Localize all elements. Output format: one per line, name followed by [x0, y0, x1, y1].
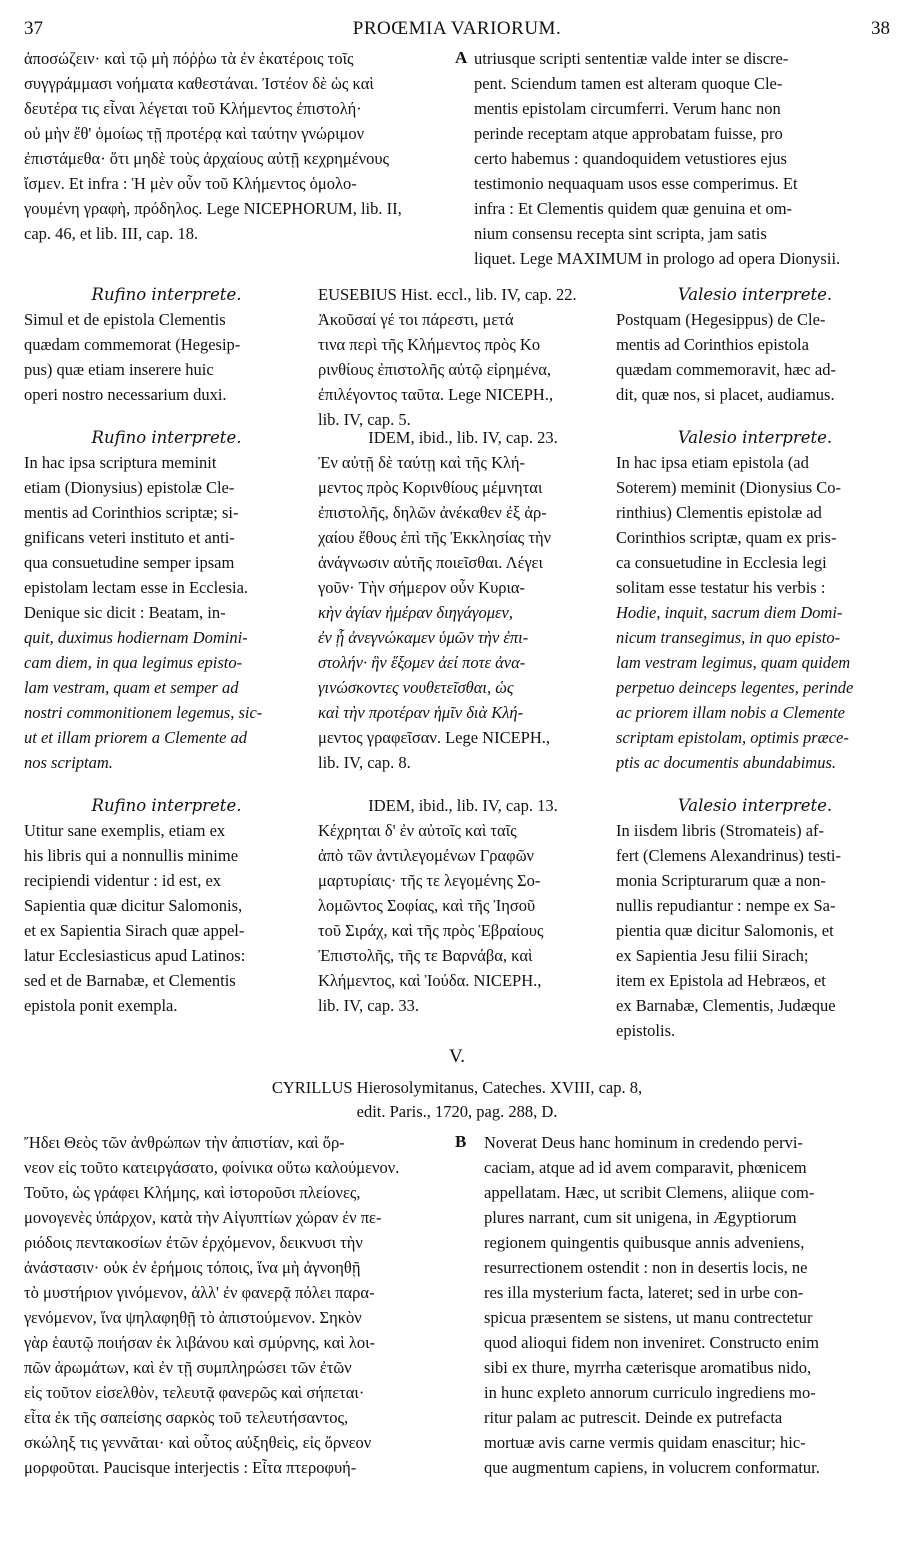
text-line: δευτέρα τις εἶναι λέγεται τοῦ Κλήμεντος ἐπιστολή· — [24, 99, 362, 118]
text-line: ut et illam priorem a Clemente ad — [24, 728, 248, 747]
text-line: pent. Sciendum tamen est alteram quoque Cle- — [474, 74, 783, 93]
valesius-column-1 — [616, 283, 894, 407]
text-line: ρινθίους ἐπιστολῆς αὐτῷ εἰρημένα, — [318, 360, 551, 379]
text-line: mentis ad Corinthios epistola — [616, 335, 809, 354]
column-heading: Rufino interprete. — [91, 285, 242, 304]
text-line: caciam, atque ad id avem comparavit, phœnicem — [484, 1158, 807, 1177]
text-line: Soterem) meminit (Dionysius Co- — [616, 478, 842, 497]
rufinus-column-1 — [24, 283, 309, 407]
text-line: καὶ τὴν προτέραν ἡμῖν διὰ Κλή- — [318, 703, 524, 722]
column-heading: Valesio interprete. — [677, 796, 833, 815]
text-line: nostri commonitionem legemus, sic- — [24, 703, 263, 722]
text-line: resurrectionem ostendit : non in desertis locis, ne — [484, 1258, 808, 1277]
top-greek-column — [24, 46, 452, 246]
text-line: τοῦ Σιράχ, καὶ τῆς πρὸς Ἑβραίους — [318, 921, 544, 940]
text-line: γὰρ ἑαυτῷ ποιήσαν ἐκ λιβάνου καὶ σμύρνης, καὶ λοι- — [24, 1333, 376, 1352]
text-line: μεντος γραφεῖσαν. Lege NICEPH., — [318, 728, 551, 747]
section-source-line-1: CYRILLUS Hierosolymitanus, Cateches. XVIII, cap. 8, — [271, 1078, 643, 1097]
text-line: lib. IV, cap. 5. — [318, 410, 411, 429]
text-line: μεντος πρὸς Κορινθίους μέμνηται — [318, 478, 543, 497]
text-line: γουμένη γραφὴ, πρόδηλος. Lege NICEPHORUM, lib. II, — [24, 199, 402, 218]
text-line: Corinthios scriptæ, quam ex pris- — [616, 528, 837, 547]
rufinus-column-3 — [24, 794, 309, 1018]
text-line: ἀνάγνωσιν αὐτῆς ποιεῖσθαι. Λέγει — [318, 553, 543, 572]
text-line: gnificans veteri instituto et anti- — [24, 528, 235, 547]
text-line: latur Ecclesiasticus apud Latinos: — [24, 946, 246, 965]
text-line: Postquam (Hegesippus) de Cle- — [616, 310, 826, 329]
text-line: στολήν· ἣν ἕξομεν ἀεί ποτε ἀνα- — [318, 653, 526, 672]
text-line: οὐ μὴν ἔθ' ὁμοίως τῇ προτέρᾳ καὶ ταύτην γνώριμον — [24, 124, 365, 143]
text-line: ἐπιλέγοντος ταῦτα. Lege NICEPH., — [318, 385, 554, 404]
text-line: pus) quæ etiam inserere huic — [24, 360, 214, 379]
text-line: ἀπὸ τῶν ἀντιλεγομένων Γραφῶν — [318, 846, 535, 865]
section-source-line-2: edit. Paris., 1720, pag. 288, D. — [356, 1102, 558, 1121]
column-heading: Rufino interprete. — [91, 428, 242, 447]
text-line: et ex Sapientia Sirach quæ appel- — [24, 921, 245, 940]
text-line: appellatam. Hæc, ut scribit Clemens, aliique com- — [484, 1183, 815, 1202]
text-line: sed et de Barnabæ, et Clementis — [24, 971, 236, 990]
text-line: In hac ipsa scriptura meminit — [24, 453, 217, 472]
text-line: λομῶντος Σοφίας, καὶ τῆς Ἰησοῦ — [318, 896, 536, 915]
text-line: plures narrant, cum sit unigena, in Ægyptiorum — [484, 1208, 797, 1227]
text-line: Sapientia quæ dicitur Salomonis, — [24, 896, 243, 915]
text-line: ca consuetudine in Ecclesia legi — [616, 553, 827, 572]
text-line: Simul et de epistola Clementis — [24, 310, 226, 329]
text-line: epistolis. — [616, 1021, 676, 1040]
text-line: solitam esse testatur his verbis : — [616, 578, 826, 597]
text-line: μαρτυρίαις· τῆς τε λεγομένης Σο- — [318, 871, 541, 890]
column-heading: IDEM, ibid., lib. IV, cap. 23. — [368, 428, 558, 447]
text-line: sibi ex thure, myrrha cæterisque aromatibus nido, — [484, 1358, 812, 1377]
text-line: ex Sapientia Jesu filii Sirach; — [616, 946, 809, 965]
margin-letter-b: B — [455, 1132, 467, 1151]
text-line: spicua præsentem se sistens, ut manu contrectetur — [484, 1308, 813, 1327]
text-line: τὸ μυστήριον γινόμενον, ἀλλ' ἐν φανερᾷ πόλει παρα- — [24, 1283, 375, 1302]
text-line: ἀποσώζειν· καὶ τῷ μὴ πόῤῥω τὰ ἐν ἑκατέροις τοῖς — [24, 49, 354, 68]
text-line: infra : Et Clementis quidem quæ genuina et om- — [474, 199, 793, 218]
text-line: μονογενὲς ὑπάρχον, κατὰ τὴν Αἰγυπτίων χώραν ἐν πε- — [24, 1208, 382, 1227]
text-line: lam vestram legimus, quam quidem — [616, 653, 851, 672]
text-line: mortuæ avis carne vermis quidam enascitur; hic- — [484, 1433, 806, 1452]
text-line: recipiendi videntur : id est, ex — [24, 871, 222, 890]
text-line: epistolam lectam esse in Ecclesia. — [24, 578, 249, 597]
text-line: ἐπιστάμεθα· ὅτι μηδὲ τοὺς ἀρχαίους αὐτῇ κεχρημένους — [24, 149, 390, 168]
text-line: quædam commemorat (Hegesip- — [24, 335, 241, 354]
text-line: Κέχρηται δ' ἐν αὐτοῖς καὶ ταῖς — [318, 821, 517, 840]
text-line: que augmentum capiens, in volucrem conformatur. — [484, 1458, 820, 1477]
bottom-latin-column — [484, 1130, 894, 1480]
text-line: νεον εἰς τοῦτο κατειργάσατο, φοίνικα οὕτω καλούμενον. — [24, 1158, 400, 1177]
text-line: scriptam epistolam, optimis præce- — [616, 728, 849, 747]
text-line: testimonio nequaquam usos esse comperimus. Et — [474, 174, 798, 193]
text-line: lib. IV, cap. 8. — [318, 753, 411, 772]
eusebius-column-3 — [318, 794, 608, 1018]
text-line: cap. 46, et lib. III, cap. 18. — [24, 224, 199, 243]
running-title: PROŒMIA VARIORUM. — [352, 18, 562, 39]
text-line: etiam (Dionysius) epistolæ Cle- — [24, 478, 235, 497]
text-line: Ἐπιστολῆς, τῆς τε Βαρνάβα, καὶ — [318, 946, 533, 965]
text-line: Ἀκοῦσαί γέ τοι πάρεστι, μετά — [318, 310, 514, 329]
text-line: fert (Clemens Alexandrinus) testi- — [616, 846, 841, 865]
text-line: res illa mysterium facta, lateret; sed in urbe con- — [484, 1283, 804, 1302]
text-line: γινώσκοντες νουθετεῖσθαι, ὡς — [318, 678, 514, 697]
text-line: εἶτα ἐκ τῆς σαπείσης σαρκὸς τοῦ τελευτήσαντος, — [24, 1408, 349, 1427]
text-line: ἴσμεν. Et infra : Ἡ μὲν οὖν τοῦ Κλήμεντος ὁμολο- — [24, 174, 357, 193]
text-line: πῶν ἀρωμάτων, καὶ ἐν τῇ συμπληρώσει τῶν ἐτῶν — [24, 1358, 352, 1377]
rufinus-column-2 — [24, 426, 309, 775]
column-heading: Valesio interprete. — [677, 285, 833, 304]
text-line: Hodie, inquit, sacrum diem Domi- — [616, 603, 843, 622]
section-numeral: V. — [448, 1046, 466, 1067]
text-line: χαίου ἔθους ἐπὶ τῆς Ἐκκλησίας τὴν — [318, 528, 552, 547]
text-line: ἐν ᾗ ἀνεγνώκαμεν ὑμῶν τὴν ἐπι- — [318, 628, 529, 647]
text-line: mentis ad Corinthios scriptæ; si- — [24, 503, 239, 522]
text-line: Denique sic dicit : Beatam, in- — [24, 603, 226, 622]
text-line: liquet. Lege MAXIMUM in prologo ad opera Dionysii. — [474, 249, 841, 268]
column-heading: Rufino interprete. — [91, 796, 242, 815]
text-line: dit, quæ nos, si placet, audiamus. — [616, 385, 835, 404]
text-line: μορφοῦται. Paucisque interjectis : Εἶτα πτεροφυή- — [24, 1458, 357, 1477]
text-line: rinthius) Clementis epistolæ ad — [616, 503, 822, 522]
text-line: In iisdem libris (Stromateis) af- — [616, 821, 825, 840]
valesius-column-2 — [616, 426, 894, 775]
text-line: cam diem, in qua legimus episto- — [24, 653, 243, 672]
text-line: nium consensu recepta sint scripta, jam satis — [474, 224, 767, 243]
valesius-column-3 — [616, 794, 894, 1043]
text-line: nicum transegimus, in quo episto- — [616, 628, 841, 647]
text-line: ἐπιστολῆς, δηλῶν ἀνέκαθεν ἐξ ἀρ- — [318, 503, 547, 522]
text-line: mentis epistolam circumferri. Verum hanc non — [474, 99, 781, 118]
text-line: εἰς τοῦτον εἰσελθὸν, τελευτᾷ φανερῶς καὶ σήπεται· — [24, 1383, 365, 1402]
text-line: quædam commemoravit, hæc ad- — [616, 360, 836, 379]
text-line: Utitur sane exemplis, etiam ex — [24, 821, 226, 840]
text-line: γοῦν· Τὴν σήμερον οὖν Κυρια- — [318, 578, 526, 597]
text-line: quit, duximus hodiernam Domini- — [24, 628, 248, 647]
text-line: In hac ipsa etiam epistola (ad — [616, 453, 809, 472]
text-line: in hunc expleto annorum curriculo ingrediens mo- — [484, 1383, 816, 1402]
column-heading: EUSEBIUS Hist. eccl., lib. IV, cap. 22. — [318, 285, 577, 304]
text-line: utriusque scripti sententiæ valde inter se discre- — [474, 49, 789, 68]
column-heading: IDEM, ibid., lib. IV, cap. 13. — [368, 796, 558, 815]
running-header — [24, 14, 890, 44]
text-line: ptis ac documentis abundabimus. — [616, 753, 836, 772]
margin-letter-a: A — [455, 48, 468, 67]
top-latin-column — [474, 46, 894, 271]
text-line: Τοῦτο, ὡς γράφει Κλήμης, καὶ ἱστοροῦσι πλείονες, — [24, 1183, 361, 1202]
text-line: item ex Epistola ad Hebræos, et — [616, 971, 826, 990]
text-line: γενόμενον, ἵνα ψηλαφηθῇ τὸ ἀπιστούμενον. Σηκὸν — [24, 1308, 362, 1327]
text-line: τινα περὶ τῆς Κλήμεντος πρὸς Κο — [318, 335, 541, 354]
eusebius-column-2 — [318, 426, 608, 775]
text-line: perinde receptam atque approbatam fuisse, pro — [474, 124, 783, 143]
page-number-left: 37 — [24, 18, 43, 39]
text-line: ἀνάστασιν· οὐκ ἐν ἐρήμοις τόποις, ἵνα μὴ ἀγνοηθῇ — [24, 1258, 361, 1277]
text-line: perpetuo deinceps legentes, perinde — [616, 678, 854, 697]
text-line: lam vestram, quam et semper ad — [24, 678, 239, 697]
text-line: ac priorem illam nobis a Clemente — [616, 703, 845, 722]
text-line: κὴν ἁγίαν ἡμέραν διηγάγομεν, — [318, 603, 513, 622]
text-line: quod alioqui fidem non inveniret. Constructo enim — [484, 1333, 819, 1352]
text-line: nos scriptam. — [24, 753, 113, 772]
text-line: συγγράμμασι νοήματα καθεστάναι. Ἰστέον δὲ ὡς καὶ — [24, 74, 374, 93]
text-line: monia Scripturarum quæ a non- — [616, 871, 826, 890]
column-heading: Valesio interprete. — [677, 428, 833, 447]
text-line: certo habemus : quandoquidem vetustiores ejus — [474, 149, 787, 168]
text-line: lib. IV, cap. 33. — [318, 996, 419, 1015]
text-line: his libris qui a nonnullis minime — [24, 846, 239, 865]
text-line: Ἐν αὐτῇ δὲ ταύτῃ καὶ τῆς Κλή- — [318, 453, 525, 472]
text-line: Κλήμεντος, καὶ Ἰούδα. NICEPH., — [318, 971, 542, 990]
page-number-right: 38 — [871, 18, 890, 39]
text-line: σκώληξ τις γεννᾶται· καὶ οὗτος αὐξηθεὶς, εἰς ὄρνεον — [24, 1433, 372, 1452]
text-line: nullis repudiantur : nempe ex Sa- — [616, 896, 836, 915]
text-line: pientia quæ dicitur Salomonis, et — [616, 921, 834, 940]
eusebius-column-1 — [318, 283, 608, 432]
text-line: Noverat Deus hanc hominum in credendo pervi- — [484, 1133, 803, 1152]
text-line: epistola ponit exempla. — [24, 996, 178, 1015]
text-line: qua consuetudine semper ipsam — [24, 553, 235, 572]
bottom-greek-column — [24, 1130, 452, 1480]
text-line: ριόδοις πεντακοσίων ἐτῶν ἐρχόμενον, δεικνυσι τὴν — [24, 1233, 363, 1252]
text-line: ex Barnabæ, Clementis, Judæque — [616, 996, 836, 1015]
text-line: Ἤδει Θεὸς τῶν ἀνθρώπων τὴν ἀπιστίαν, καὶ ὄρ- — [24, 1133, 345, 1152]
text-line: operi nostro necessarium duxi. — [24, 385, 227, 404]
text-line: regionem quingentis quibusque annis adveniens, — [484, 1233, 805, 1252]
text-line: ritur palam ac putrescit. Deinde ex putrefacta — [484, 1408, 783, 1427]
